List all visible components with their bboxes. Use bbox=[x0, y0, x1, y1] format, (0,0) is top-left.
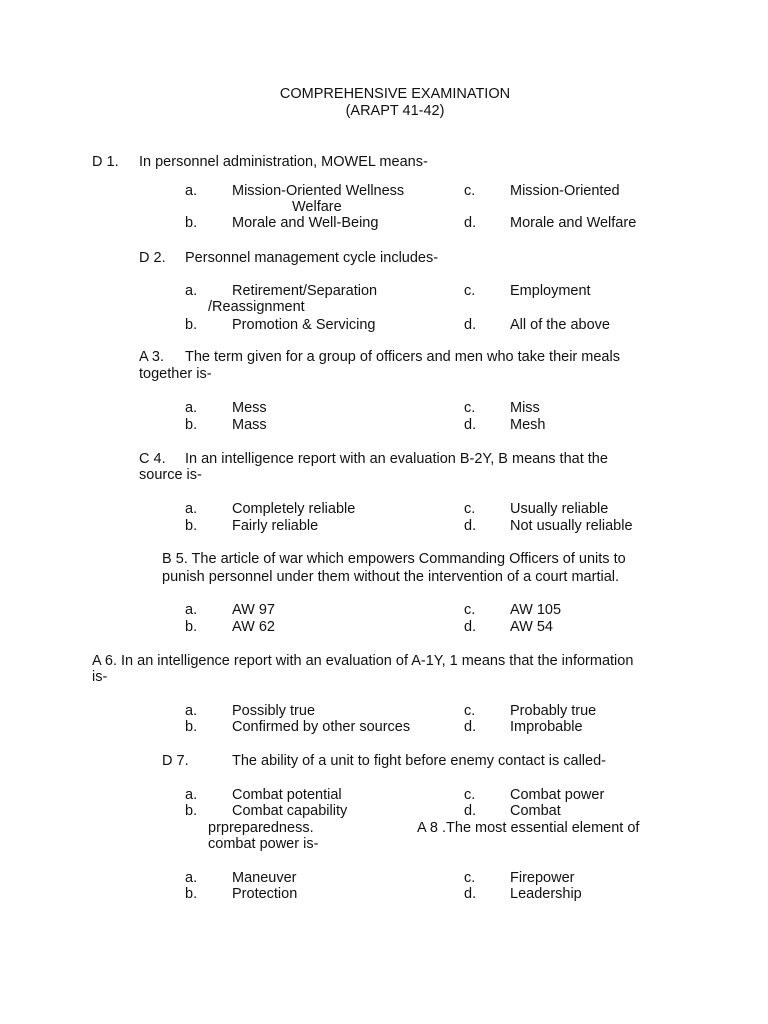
option-letter: d. bbox=[464, 518, 477, 534]
option-b: Confirmed by other sources bbox=[232, 719, 411, 735]
option-b: Morale and Well-Being bbox=[232, 215, 379, 231]
option-a: Mission-Oriented Wellness bbox=[232, 183, 405, 199]
option-letter: b. bbox=[185, 215, 198, 231]
question-number: D 1. bbox=[92, 154, 119, 170]
option-a: Maneuver bbox=[232, 870, 297, 886]
option-d: Morale and Welfare bbox=[510, 215, 637, 231]
option-letter: a. bbox=[185, 602, 198, 618]
option-letter: d. bbox=[464, 215, 477, 231]
question-text: The ability of a unit to fight before enemy contact is called- bbox=[232, 753, 606, 769]
question-text: A 8 .The most essential element of bbox=[417, 820, 640, 836]
question-text: A 6. In an intelligence report with an evaluation of A-1Y, 1 means that the information bbox=[92, 653, 634, 669]
option-letter: a. bbox=[185, 183, 198, 199]
option-letter: c. bbox=[464, 602, 476, 618]
option-letter: a. bbox=[185, 703, 198, 719]
question-text: Personnel management cycle includes- bbox=[185, 250, 439, 266]
question-text: In an intelligence report with an evaluation B-2Y, B means that the bbox=[185, 451, 608, 467]
option-letter: c. bbox=[464, 183, 476, 199]
option-letter: c. bbox=[464, 787, 476, 803]
option-a: Possibly true bbox=[232, 703, 316, 719]
option-d: Combat bbox=[510, 803, 561, 819]
question-text-cont: punish personnel under them without the intervention of a court martial. bbox=[162, 569, 620, 585]
option-a: Combat potential bbox=[232, 787, 342, 803]
option-letter: d. bbox=[464, 886, 477, 902]
option-a: Retirement/Separation bbox=[232, 283, 378, 299]
option-a: Mess bbox=[232, 400, 267, 416]
option-letter: b. bbox=[185, 518, 198, 534]
option-c: Probably true bbox=[510, 703, 597, 719]
option-letter: d. bbox=[464, 619, 477, 635]
option-letter: b. bbox=[185, 719, 198, 735]
question-text-cont: together is- bbox=[139, 366, 212, 382]
option-letter: b. bbox=[185, 803, 198, 819]
option-d: All of the above bbox=[510, 317, 610, 333]
question-text-cont: source is- bbox=[139, 467, 202, 483]
option-letter: d. bbox=[464, 417, 477, 433]
option-d: AW 54 bbox=[510, 619, 553, 635]
question-text-cont: combat power is- bbox=[208, 836, 319, 852]
option-letter: c. bbox=[464, 283, 476, 299]
option-c: Employment bbox=[510, 283, 591, 299]
option-b: Protection bbox=[232, 886, 298, 902]
option-c: Usually reliable bbox=[510, 501, 609, 517]
option-d: Improbable bbox=[510, 719, 583, 735]
option-letter: c. bbox=[464, 870, 476, 886]
page-title: COMPREHENSIVE EXAMINATION bbox=[279, 86, 511, 102]
option-letter: b. bbox=[185, 317, 198, 333]
option-letter: c. bbox=[464, 703, 476, 719]
question-text: B 5. The article of war which empowers Commanding Officers of units to bbox=[162, 551, 626, 567]
option-d: Not usually reliable bbox=[510, 518, 633, 534]
option-b: Mass bbox=[232, 417, 267, 433]
question-text: The term given for a group of officers and men who take their meals bbox=[185, 349, 620, 365]
question-number: A 3. bbox=[139, 349, 164, 365]
option-letter: b. bbox=[185, 417, 198, 433]
option-letter: b. bbox=[185, 886, 198, 902]
option-letter: b. bbox=[185, 619, 198, 635]
option-letter: a. bbox=[185, 501, 198, 517]
option-letter: a. bbox=[185, 870, 198, 886]
option-c: Firepower bbox=[510, 870, 575, 886]
question-number: C 4. bbox=[139, 451, 166, 467]
page-subtitle: (ARAPT 41-42) bbox=[345, 103, 445, 119]
option-b: Promotion & Servicing bbox=[232, 317, 376, 333]
option-c: Mission-Oriented bbox=[510, 183, 620, 199]
question-text-cont: is- bbox=[92, 669, 108, 685]
option-b: Fairly reliable bbox=[232, 518, 319, 534]
option-a: AW 97 bbox=[232, 602, 275, 618]
option-letter: d. bbox=[464, 317, 477, 333]
option-c: AW 105 bbox=[510, 602, 562, 618]
option-d: Mesh bbox=[510, 417, 546, 433]
question-text: In personnel administration, MOWEL means- bbox=[139, 154, 428, 170]
option-a: Completely reliable bbox=[232, 501, 356, 517]
question-number: D 2. bbox=[139, 250, 166, 266]
option-d: Leadership bbox=[510, 886, 582, 902]
option-letter: a. bbox=[185, 400, 198, 416]
option-letter: a. bbox=[185, 283, 198, 299]
option-letter: d. bbox=[464, 719, 477, 735]
option-continuation: prpreparedness. bbox=[208, 820, 314, 836]
option-continuation: Welfare bbox=[292, 199, 342, 215]
option-c: Miss bbox=[510, 400, 540, 416]
option-c: Combat power bbox=[510, 787, 605, 803]
option-letter: c. bbox=[464, 400, 476, 416]
option-letter: d. bbox=[464, 803, 477, 819]
option-continuation: /Reassignment bbox=[208, 299, 305, 315]
question-number: D 7. bbox=[162, 753, 189, 769]
option-b: AW 62 bbox=[232, 619, 275, 635]
option-letter: c. bbox=[464, 501, 476, 517]
option-b: Combat capability bbox=[232, 803, 348, 819]
option-letter: a. bbox=[185, 787, 198, 803]
